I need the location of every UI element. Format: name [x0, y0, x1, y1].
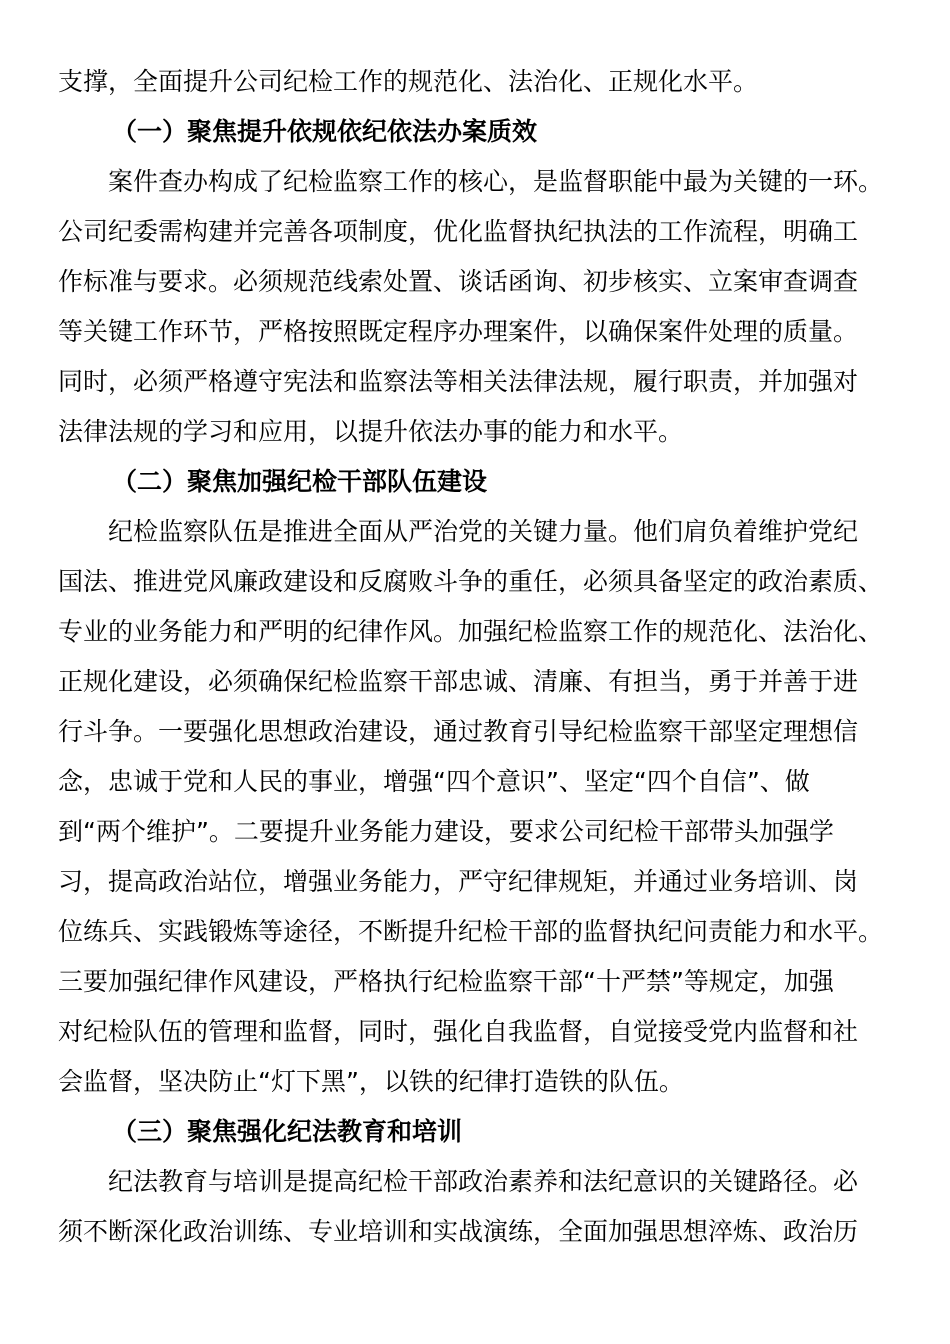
text-line: 国法、推进党风廉政建设和反腐败斗争的重任，必须具备坚定的政治素质、 [58, 567, 884, 596]
text-line: 纪检监察队伍是推进全面从严治党的关键力量。他们肩负着维护党纪 [108, 517, 859, 546]
text-line: 须不断深化政治训练、专业培训和实战演练，全面加强思想淬炼、政治历 [58, 1217, 859, 1246]
text-line: 念，忠诚于党和人民的事业，增强“四个意识”、坚定“四个自信”、做 [58, 767, 810, 796]
text-line: 到“两个维护”。二要提升业务能力建设，要求公司纪检干部带头加强学 [58, 817, 834, 846]
section-heading-2: （二）聚焦加强纪检干部队伍建设 [112, 467, 488, 496]
text-line: 支撑，全面提升公司纪检工作的规范化、法治化、正规化水平。 [58, 67, 759, 96]
text-line: 习，提高政治站位，增强业务能力，严守纪律规矩，并通过业务培训、岗 [58, 867, 859, 896]
text-line: 三要加强纪律作风建设，严格执行纪检监察干部“十严禁”等规定，加强 [58, 967, 834, 996]
text-line: 会监督，坚决防止“灯下黑”，以铁的纪律打造铁的队伍。 [58, 1067, 684, 1096]
text-line: 行斗争。一要强化思想政治建设，通过教育引导纪检监察干部坚定理想信 [58, 717, 859, 746]
text-line: 纪法教育与培训是提高纪检干部政治素养和法纪意识的关键路径。必 [108, 1167, 859, 1196]
text-line: 同时，必须严格遵守宪法和监察法等相关法律法规，履行职责，并加强对 [58, 367, 859, 396]
text-line: 法律法规的学习和应用，以提升依法办事的能力和水平。 [58, 417, 684, 446]
text-line: 案件查办构成了纪检监察工作的核心，是监督职能中最为关键的一环。 [108, 167, 884, 196]
text-line: 等关键工作环节，严格按照既定程序办理案件，以确保案件处理的质量。 [58, 317, 859, 346]
text-line: 正规化建设，必须确保纪检监察干部忠诚、清廉、有担当，勇于并善于进 [58, 667, 859, 696]
text-line: 公司纪委需构建并完善各项制度，优化监督执纪执法的工作流程，明确工 [58, 217, 859, 246]
text-line: 位练兵、实践锻炼等途径，不断提升纪检干部的监督执纪问责能力和水平。 [58, 917, 884, 946]
text-line: 对纪检队伍的管理和监督，同时，强化自我监督，自觉接受党内监督和社 [58, 1017, 859, 1046]
section-heading-1: （一）聚焦提升依规依纪依法办案质效 [112, 117, 538, 146]
section-heading-3: （三）聚焦强化纪法教育和培训 [112, 1117, 463, 1146]
text-line: 专业的业务能力和严明的纪律作风。加强纪检监察工作的规范化、法治化、 [58, 617, 884, 646]
text-line: 作标准与要求。必须规范线索处置、谈话函询、初步核实、立案审查调查 [58, 267, 859, 296]
